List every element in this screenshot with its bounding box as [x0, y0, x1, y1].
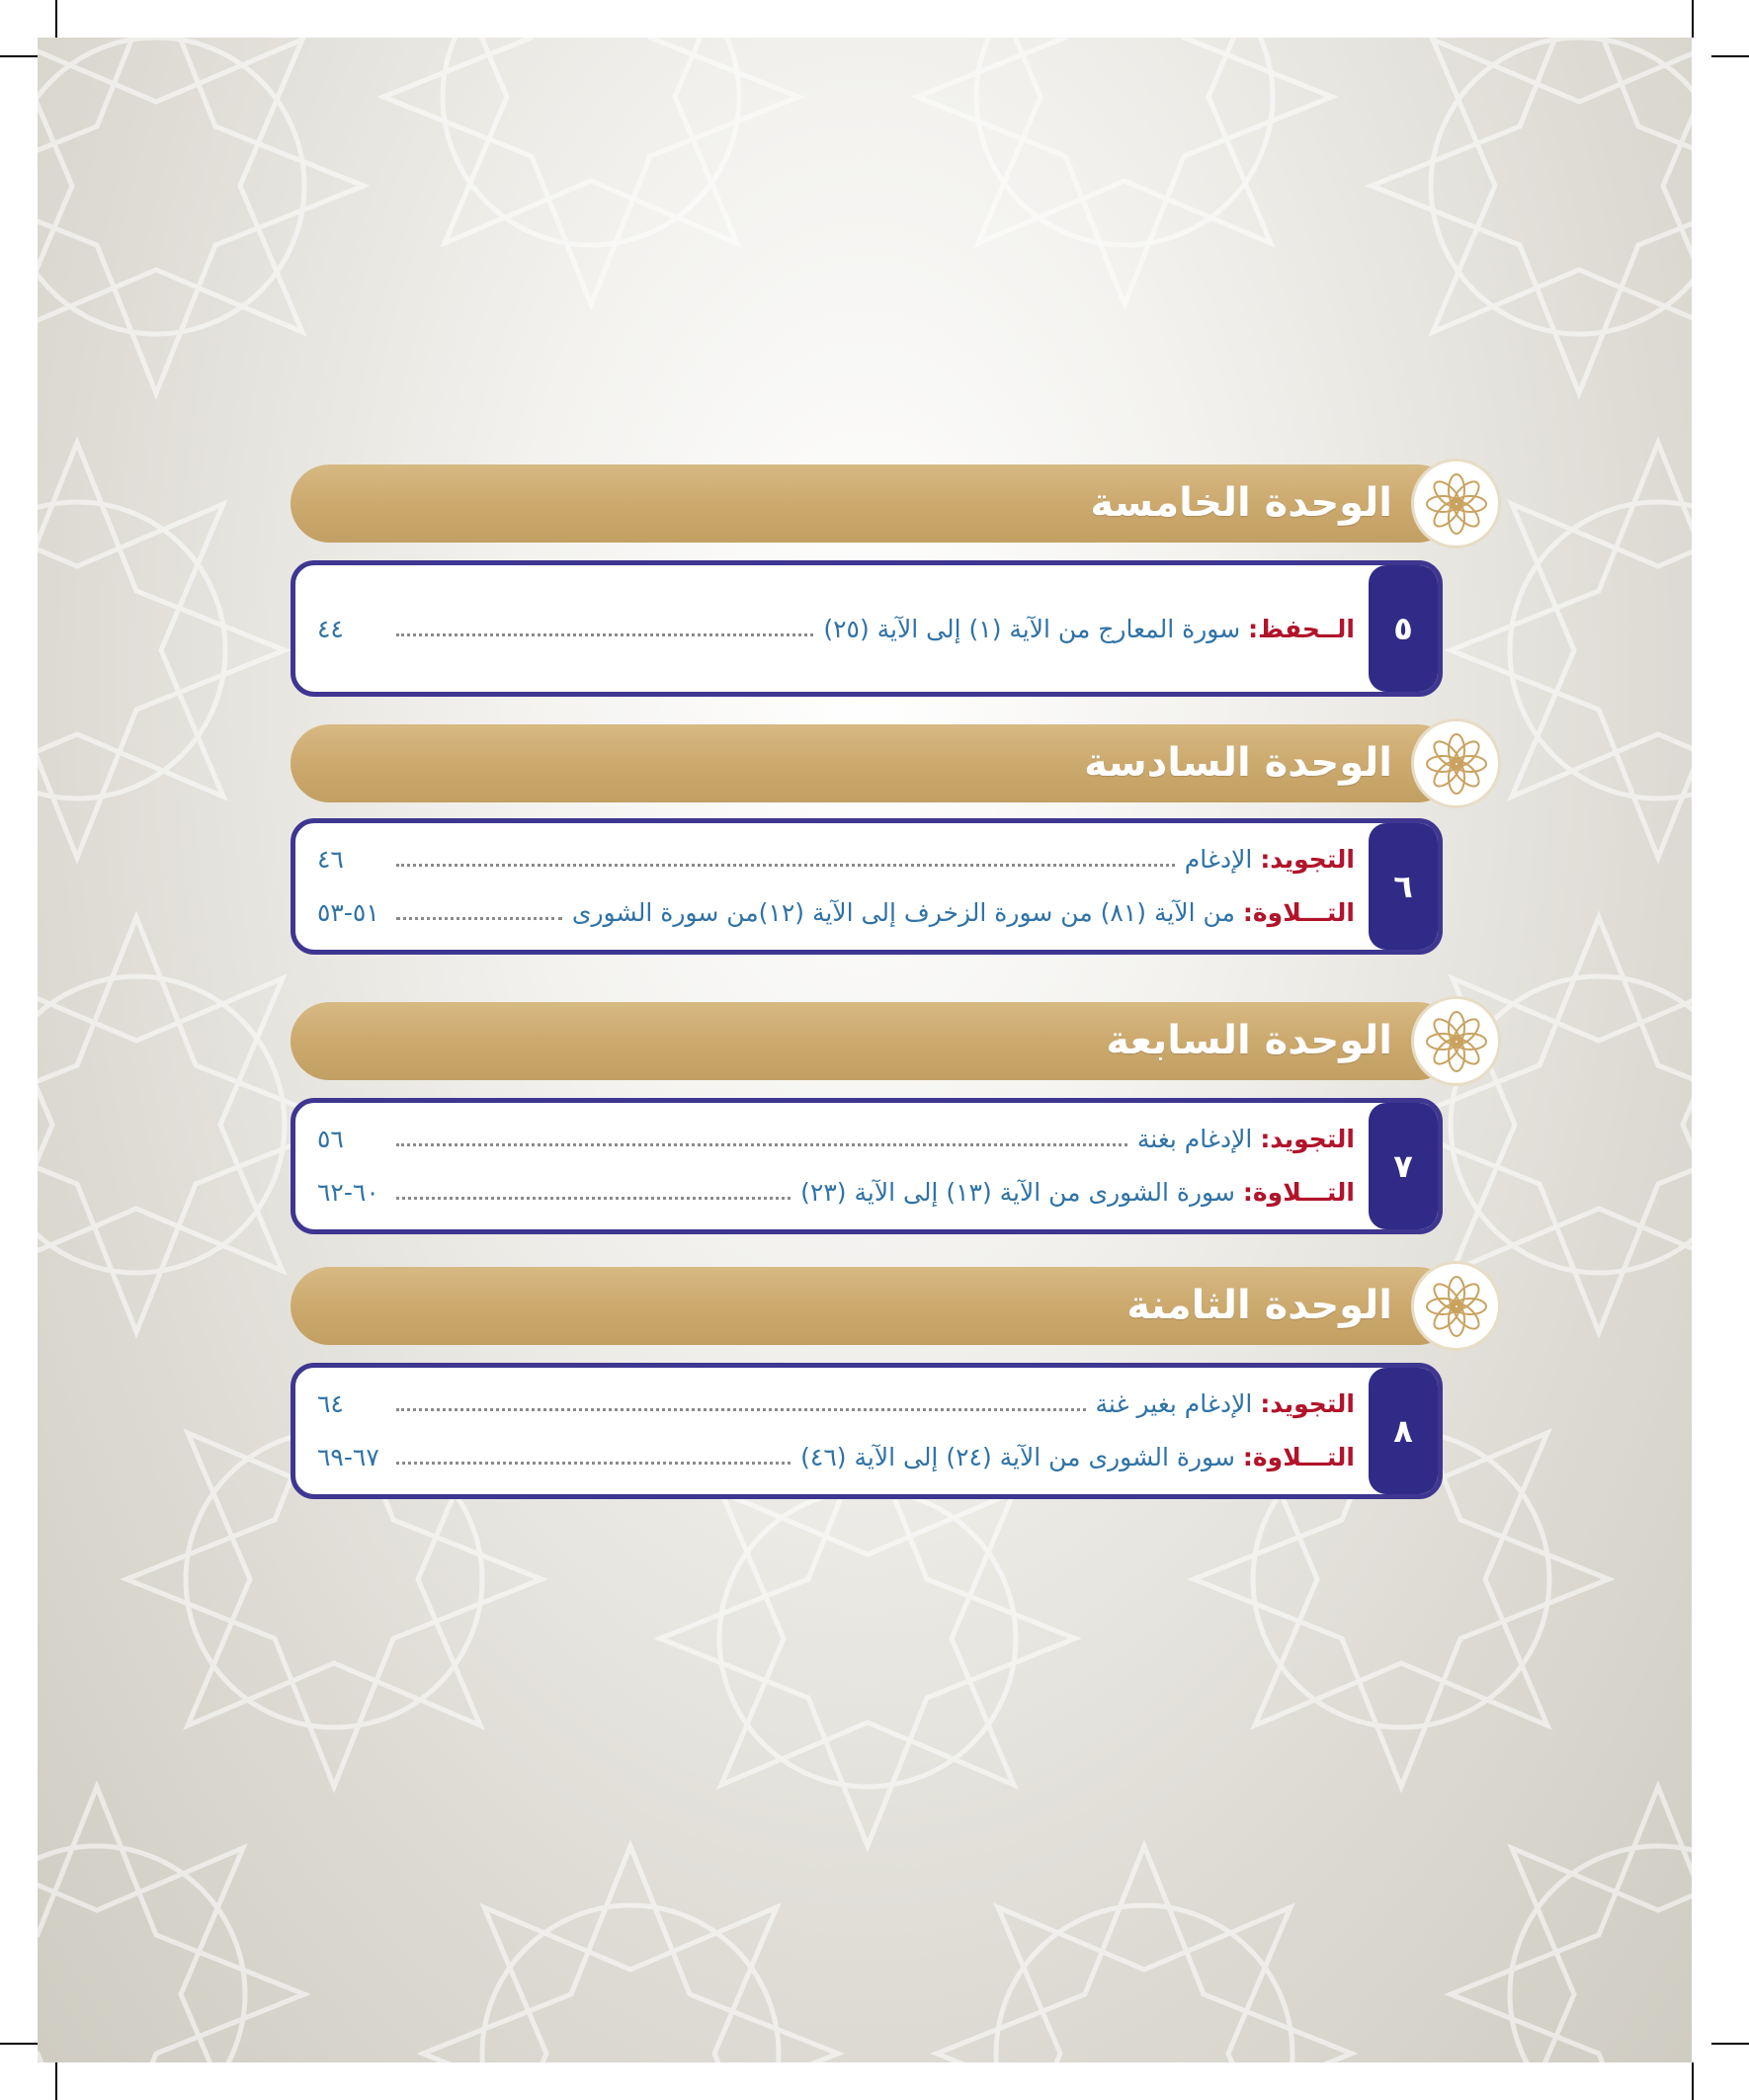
lesson-label: التجويد:: [1260, 1124, 1355, 1153]
page-number: ٥١-٥٣: [317, 897, 379, 927]
lesson-label: التـــلاوة:: [1242, 1177, 1355, 1207]
dot-leader: [396, 1462, 791, 1465]
lesson-label: التجويد:: [1260, 844, 1355, 874]
lesson-row[interactable]: [317, 609, 1355, 648]
crop-mark-bottom-right-v: [1692, 2062, 1694, 2100]
crop-mark-top-left-v: [55, 0, 57, 38]
unit-number-tab: ٥: [1369, 565, 1438, 692]
ornamental-flower-icon: [1411, 1261, 1501, 1351]
unit-number-tab: ٨: [1369, 1368, 1438, 1494]
lesson-text: الإدغام: [1184, 844, 1253, 874]
page-number: ٦٠-٦٢: [317, 1177, 379, 1207]
ornamental-flower-icon: [1411, 996, 1501, 1086]
crop-mark-top-right-v: [1692, 0, 1694, 38]
dot-leader: [396, 1408, 1086, 1411]
lesson-box: [291, 818, 1443, 955]
ornamental-flower-icon: [1411, 459, 1501, 548]
dot-leader: [396, 633, 813, 636]
page-number: ٦٤: [317, 1388, 344, 1418]
crop-mark-top-right-h: [1711, 55, 1749, 57]
unit-number-tab: ٧: [1369, 1103, 1438, 1229]
lesson-label: التجويد:: [1260, 1388, 1355, 1418]
lesson-row[interactable]: [317, 1172, 1355, 1212]
crop-mark-bottom-left-v: [55, 2062, 57, 2100]
crop-mark-top-left-h: [0, 55, 38, 57]
dot-leader: [396, 1197, 791, 1200]
unit-title: الوحدة الثامنة: [1126, 1283, 1392, 1328]
lesson-text: الإدغام بغنة: [1136, 1124, 1253, 1153]
unit-title: الوحدة السادسة: [1084, 740, 1392, 786]
unit-title: الوحدة الخامسة: [1090, 480, 1392, 526]
lesson-row[interactable]: [317, 1119, 1355, 1158]
lesson-box: [291, 1363, 1443, 1499]
unit-header: [291, 724, 1501, 802]
dot-leader: [396, 917, 562, 920]
unit-header: [291, 1002, 1501, 1080]
unit-title: الوحدة السابعة: [1106, 1018, 1392, 1063]
lesson-text: من الآية (٨١) من سورة الزخرف إلى الآية (١٢)من سورة الشورى: [571, 897, 1235, 927]
lesson-box: [291, 1098, 1443, 1234]
ornamental-flower-icon: [1411, 718, 1501, 808]
page-number: ٤٤: [317, 614, 344, 643]
lesson-row[interactable]: [317, 1384, 1355, 1423]
lesson-label: التـــلاوة:: [1242, 1442, 1355, 1471]
lesson-label: التـــلاوة:: [1242, 897, 1355, 927]
lesson-row[interactable]: [317, 892, 1355, 932]
crop-mark-bottom-right-h: [1711, 2043, 1749, 2045]
page-number: ٥٦: [317, 1124, 344, 1153]
lesson-row[interactable]: [317, 1437, 1355, 1476]
lesson-text: الإدغام بغير غنة: [1095, 1388, 1253, 1418]
dot-leader: [396, 1143, 1127, 1146]
unit-header: [291, 1267, 1501, 1345]
lesson-text: سورة الشورى من الآية (٢٤) إلى الآية (٤٦): [800, 1442, 1235, 1471]
lesson-text: سورة المعارج من الآية (١) إلى الآية (٢٥): [823, 614, 1241, 643]
unit-number-tab: ٦: [1369, 823, 1438, 950]
unit-header: [291, 464, 1501, 543]
crop-mark-bottom-left-h: [0, 2043, 38, 2045]
lesson-text: سورة الشورى من الآية (١٣) إلى الآية (٢٣): [800, 1177, 1235, 1207]
page-number: ٦٧-٦٩: [317, 1442, 379, 1471]
lesson-label: الــحفظ:: [1248, 614, 1355, 643]
dot-leader: [396, 864, 1175, 867]
page-number: ٤٦: [317, 844, 344, 874]
lesson-row[interactable]: [317, 839, 1355, 879]
lesson-box: [291, 560, 1443, 697]
page-panel: [38, 38, 1692, 2062]
